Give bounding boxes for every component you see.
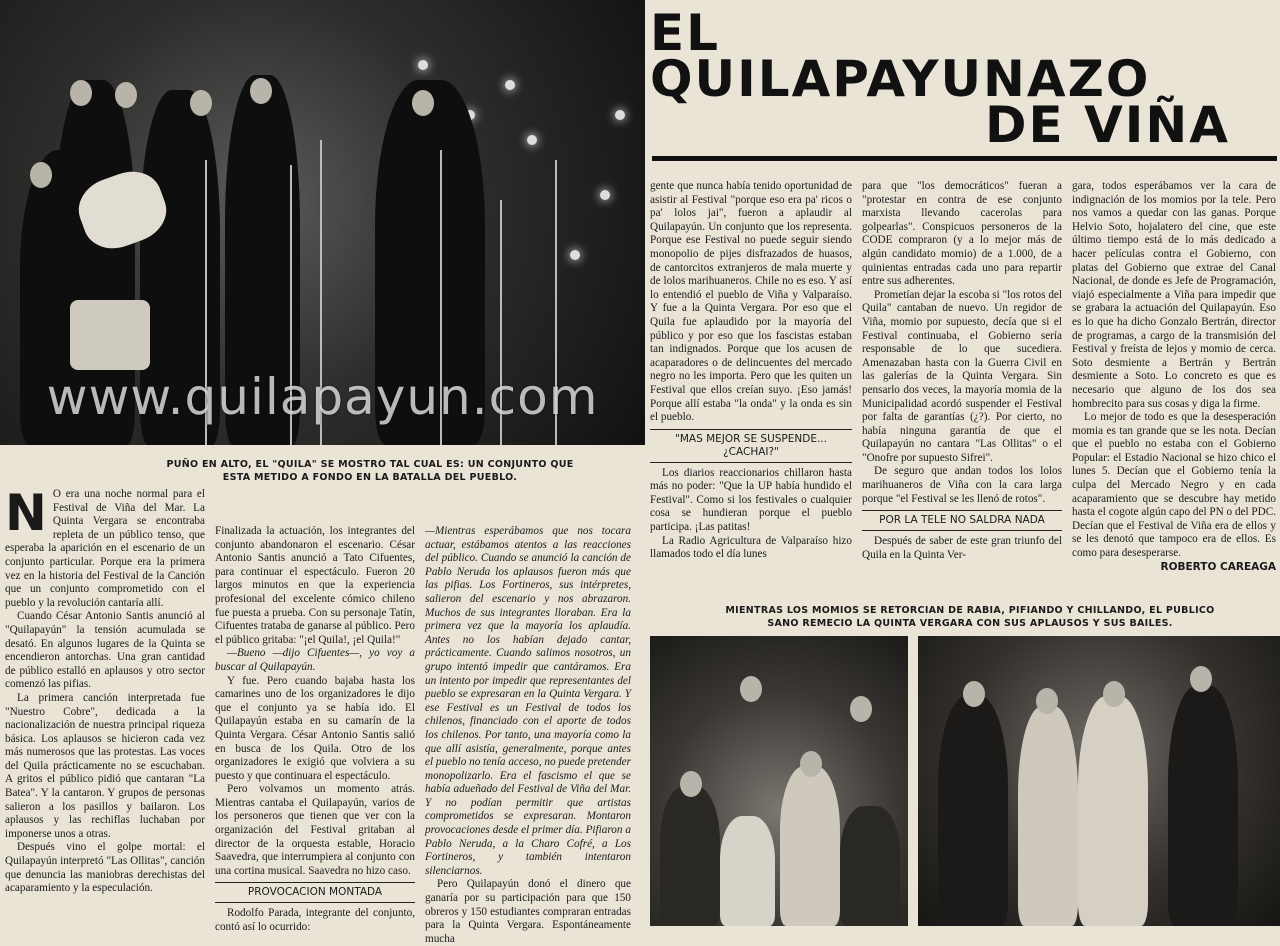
paragraph: Finalizada la actuación, los integrantes del conjunto abandonaron el escenario. César Antonio Santis anunció a Tato Cifuentes, para continuar el espectáculo. Fueron 20 largos minutos en que la experiencia profesional del excelente cómico chileno fue puesta a prueba. Con su personaje Tatín, Cifuentes trataba de ganarse al público. Pero el público gritaba: "¡el Quila!, ¡el Quila!" bbox=[215, 525, 415, 646]
author-byline: ROBERTO CAREAGA bbox=[1160, 560, 1276, 573]
dancer-figure bbox=[1168, 686, 1238, 926]
dancer-figure bbox=[938, 696, 1008, 926]
musician-face bbox=[70, 80, 92, 106]
photo-caption-top: PUÑO EN ALTO, EL "QUILA" SE MOSTRO TAL CUAL ES: UN CONJUNTO QUE ESTA METIDO A FONDO EN LA BATALLA DEL PUEBLO. bbox=[166, 459, 574, 483]
crowd-photo-left bbox=[650, 636, 908, 926]
paragraph: para que "los democráticos" fueran a "protestar en contra de ese conjunto marxista llevando cacerolas para golpearlas". Conspicuos personeros de la CODE compraron (y a lo mejor más de algún candidato momio) de a 1.000, de a quinientas entradas cada uno para repartir entre sus adherentes. bbox=[862, 180, 1062, 288]
article-column-6 bbox=[1072, 180, 1276, 585]
paragraph: De seguro que andan todos los lolos marihuaneros de Viña con la cara larga porque "el Festival se les llenó de rotos". bbox=[862, 465, 1062, 505]
headline-rule bbox=[652, 156, 1277, 161]
musician-face bbox=[412, 90, 434, 116]
paragraph: Los diarios reaccionarios chillaron hasta más no poder: "Que la UP había hundido el Festival". Como si los festivales o cualquier cosa se hundieran porque el pueblo participa. ¡Las patitas! bbox=[650, 466, 852, 534]
paragraph: Prometían dejar la escoba si "los rotos del Quila" cantaban de nuevo. Un regidor de Viña, momio por supuesto, decía que si el Festival continuaba, el Gobierno sería responsable de lo que sucediera. Amenazaban hasta con la Guerra Civil en las galerías de la Quinta Vergara. Sin pensarlo dos veces, la mayoría momia de la Municipalidad acordó suspender el Festival por falta de garantías (¿?). Por cierto, no había ninguna garantía de que el Quilapayún no cantara "Las Ollitas" o el "Onofre por supuesto Sifrei". bbox=[862, 288, 1062, 464]
paragraph: Pero volvamos un momento atrás. Mientras cantaba el Quilapayún, varios de los personeros que tienen que ver con la organización del Festival gritaban al director de la orquesta estable, Horacio Saavedra, que interrumpiera al conjunto con una cortina musical. Saavedra no hizo caso. bbox=[215, 783, 415, 877]
dancer-face bbox=[1036, 688, 1058, 714]
headline-line-3: DE VIÑA bbox=[985, 96, 1230, 154]
crowd-face bbox=[800, 751, 822, 777]
dancer-face bbox=[1190, 666, 1212, 692]
photo-caption-bottom: MIENTRAS LOS MOMIOS SE RETORCIAN DE RABIA, PIFIANDO Y CHILLANDO, EL PUBLICO SANO REMECIO LA QUINTA VERGARA CON SUS APLAUSOS Y SUS BAILES. bbox=[725, 605, 1215, 629]
paragraph: La Radio Agricultura de Valparaíso hizo llamados todo el día lunes bbox=[650, 534, 852, 561]
stage-light bbox=[418, 60, 428, 70]
article-column-4 bbox=[650, 180, 852, 585]
crowd-face bbox=[680, 771, 702, 797]
watermark: www.quilapayun.com bbox=[46, 368, 599, 426]
drop-cap: N bbox=[5, 484, 47, 542]
stage-light bbox=[570, 250, 580, 260]
crowd-figure bbox=[840, 806, 900, 926]
musician-face bbox=[115, 82, 137, 108]
paragraph: Cuando César Antonio Santis anunció al "Quilapayún" la tensión acumulada se desató. En algunos lugares de la Quinta se encendieron antorchas. Una gran cantidad de público estalló en aplausos y otro sector comenzó las pifias. bbox=[5, 610, 205, 691]
paragraph: Después vino el golpe mortal: el Quilapayún interpretó "Las Ollitas", canción que denuncia las maniobras derechistas del acaparamiento y la especulación. bbox=[5, 841, 205, 895]
article-column-2 bbox=[215, 525, 415, 934]
subhead-suspende: "MAS MEJOR SE SUSPENDE... ¿CACHAI?" bbox=[650, 429, 852, 463]
stage-light bbox=[505, 80, 515, 90]
article-column-3 bbox=[425, 525, 631, 945]
paragraph: O era una noche normal para el Festival de Viña del Mar. La Quinta Vergara se encontraba repleta de un público tenso, que esperaba la aparición en el escenario de un conjunto particular. Porque era la primera vez en la historia del Festival de la Canción que un conjunto comprometido con el pueblo y la revolución cantaría allí. bbox=[5, 488, 205, 609]
paragraph: Lo mejor de todo es que la desesperación momia es tan grande que se les nota. Decían que el pueblo no estaba con el Gobierno Popular: el Estadio Nacional se hizo chico el lunes 5. Decían que el Gobierno tenía la culpa del Mercado Negro y en cada acaparamiento que se descubre hay metido hasta el cogote algún capo del PN o del PDC. Decían que el Festival de Viña era de ellos y se les denotó que tampoco era de ellos. Es como para desesperarse. bbox=[1072, 411, 1276, 560]
headline-line-1: EL bbox=[650, 4, 721, 62]
subhead-provocacion: PROVOCACION MONTADA bbox=[215, 882, 415, 903]
paragraph: gara, todos esperábamos ver la cara de indignación de los momios por la tele. Pero nos vamos a quedar con las ganas. Porque Helvio Soto, hojalatero del cine, que este último tiempo está de lo más dedicado a hacer películas contra el Gobierno, con platas del Gobierno que extrae del Canal Nacional, de donde es Jefe de Programación, viajó especialmente a Viña para impedir que se grabara la actuación del Quilapayún. Eso es lo que ha dicho Gonzalo Bertrán, director de programas, a cargo de la transmisión del Festival y freísta de lejos y momio de cerca. Soto desmiente a Bertrán y Bertrán desmiente a Soto. Lo concreto es que es necesario que alguno de los dos sea hombrecito para sus cosas y diga la firme. bbox=[1072, 180, 1276, 410]
dancer-figure bbox=[1018, 706, 1078, 926]
paragraph: gente que nunca había tenido oportunidad de asistir al Festival "porque eso era pa' ricos o pa' lolos jai", fueron a aplaudir al Quilapayún. Un conjunto que los representa. Porque ese Festival no puede seguir siendo monopolio de pijes disfrazados de huasos, de cantorcitos extranjeros de mala muerte y de lolos marihuaneros. Chile no es eso. Y así lo entendió el pueblo de Viña y Valparaíso. Y fue a la Quinta Vergara. Por eso que el Quila fue aplaudido por la mayoría del público y por eso que los fascistas estaban tan indignados. Porque que los acusen de acaparadores o de delincuentes del mercado negro no les importa. Pero que les quiten un Festival que ellos creían suyo. ¡Eso jamás! Porque allí estaba "la onda" y la onda es sin el pueblo. bbox=[650, 180, 852, 424]
headline-line-2: QUILAPAYUNAZO bbox=[650, 50, 1151, 108]
subhead-tele: POR LA TELE NO SALDRA NADA bbox=[862, 510, 1062, 531]
crowd-figure bbox=[780, 766, 840, 926]
crowd-face bbox=[850, 696, 872, 722]
paragraph: —Bueno —dijo Cifuentes—, yo voy a buscar al Quilapayún. bbox=[215, 647, 415, 673]
crowd-face bbox=[740, 676, 762, 702]
dancer-figure bbox=[1078, 696, 1148, 926]
paragraph: Y fue. Pero cuando bajaba hasta los camarines uno de los organizadores le dijo que el conjunto ya se había ido. El Quilapayún estaba en su camarín de la Quinta Vergara. César Antonio Santis salió en busca de los Quila. Otro de los organizadores le exigió que volviera a su puesto y que continuara el espectáculo. bbox=[215, 674, 415, 782]
dancer-face bbox=[963, 681, 985, 707]
musician-face bbox=[190, 90, 212, 116]
article-column-1 bbox=[5, 484, 205, 926]
crowd-figure bbox=[720, 816, 775, 926]
paragraph: La primera canción interpretada fue "Nuestro Cobre", dedicada a la nacionalización de nuestra principal riqueza básica. Los aplausos se hicieron cada vez más numerosos que las protestas. Las voces del Quila prácticamente no se escuchaban. A gritos el público pidió que cantaran "La Batea". Y la cantaron. Y grupos de personas salieron a los pasillos y bailaron. Los aplausos y las rechiflas luchaban por imponerse unos a otras. bbox=[5, 691, 205, 840]
stage-light bbox=[600, 190, 610, 200]
article-column-5 bbox=[862, 180, 1062, 585]
paragraph: Pero Quilapayún donó el dinero que ganaría por su participación para que 150 obreros y 150 estudiantes compraran entradas para la Quinta Vergara. Espontáneamente mucha bbox=[425, 878, 631, 945]
paragraph: Después de saber de este gran triunfo del Quila en la Quinta Ver- bbox=[862, 535, 1062, 561]
stage-light bbox=[527, 135, 537, 145]
paragraph: Rodolfo Parada, integrante del conjunto, contó así lo ocurrido: bbox=[215, 907, 415, 934]
paragraph: —Mientras esperábamos que nos tocara actuar, estábamos atentos a las reacciones del público. Cuando se anunció la canción de Pablo Neruda los aplausos fueron más que las pifias. Los Fortineros, sus intérpretes, salieron del escenario y nos abrazaron. Muchos de sus integrantes lloraban. Era la primera vez que la mayoría los aplaudía. Antes no los habían dejado cantar, prácticamente. Cuando salimos nosotros, un grupo intentó impedir que cantáramos. Era un intento por impedir que representantes del pueblo se expresaran en la Quinta Vergara. Y ese Festival es un Festival de todos los chilenos, financiado con el aporte de todos los chilenos. Por tanto, una mayoría como la que allí asistía, generalmente, porque antes el pueblo no tenía acceso, no puede pretender monopolizarlo. Era el fascismo el que se había adueñado del Festival de Viña del Mar. Y no podían permitir que artistas comprometidos se expresaran. Montaron provocaciones desde el primer día. Pifiaron a Pablo Neruda, a la Charo Cofré, a Los Fortineros, y también intentaron silenciarnos. bbox=[425, 525, 631, 877]
crowd-figure bbox=[660, 786, 720, 926]
stage-light bbox=[615, 110, 625, 120]
crowd-photo-right bbox=[918, 636, 1280, 926]
drum bbox=[70, 300, 150, 370]
musician-face bbox=[250, 78, 272, 104]
musician-face bbox=[30, 162, 52, 188]
dancer-face bbox=[1103, 681, 1125, 707]
